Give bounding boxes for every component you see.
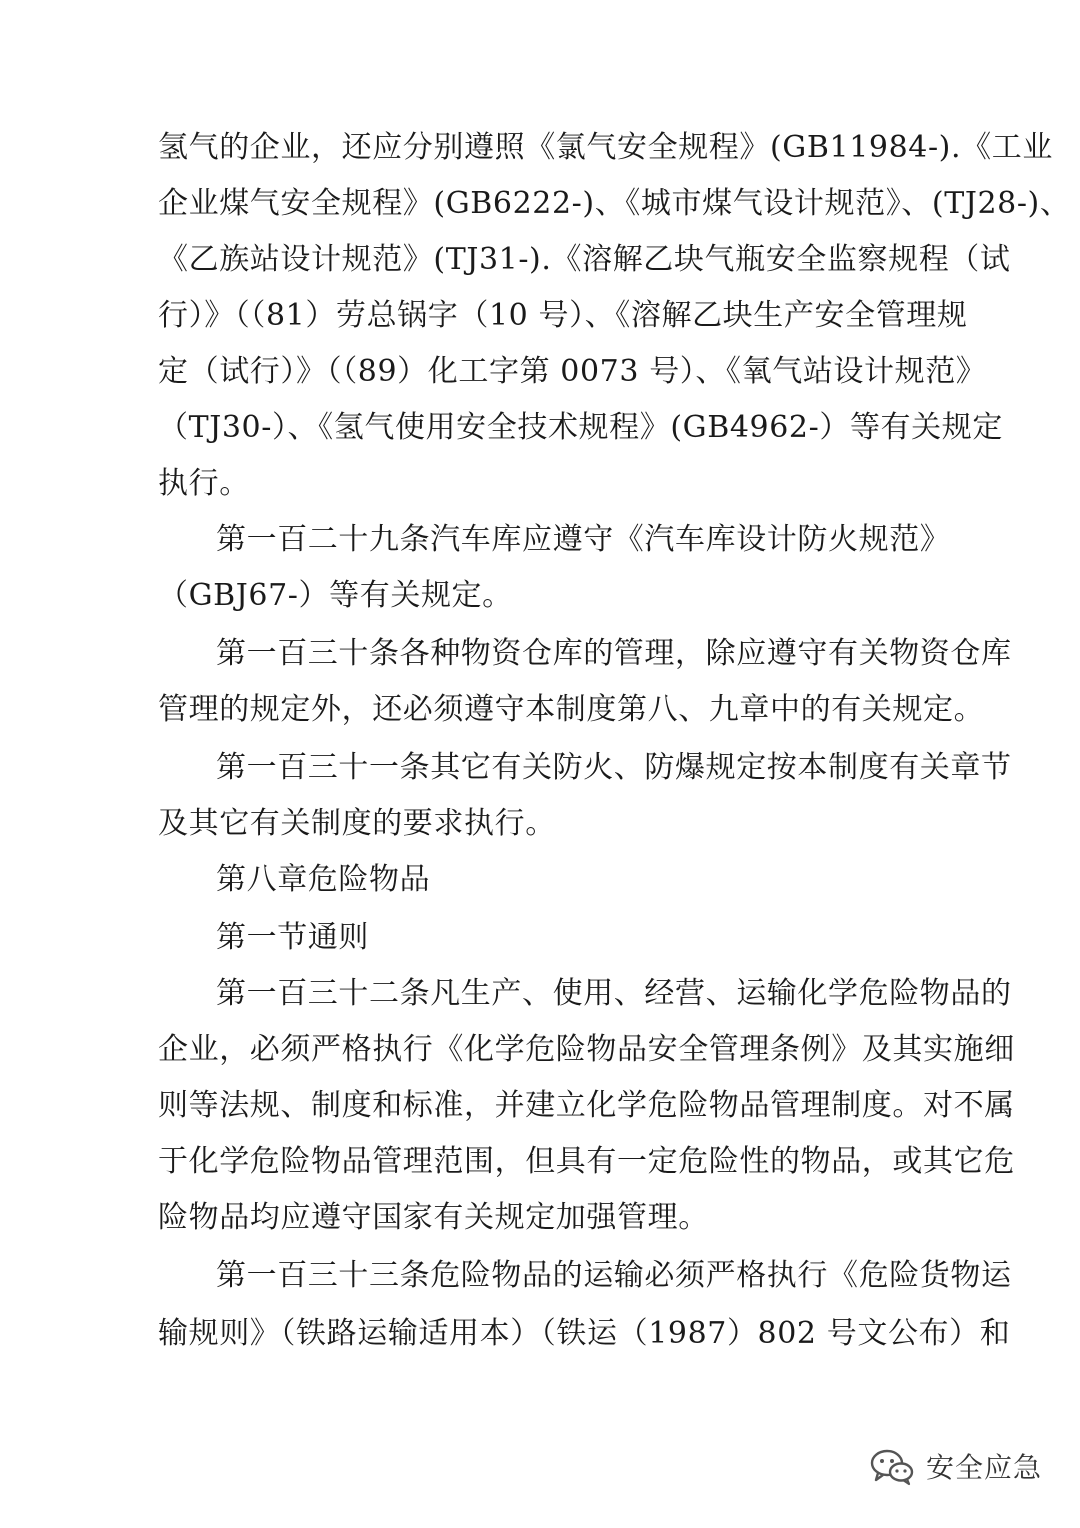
text-line-6: （TJ30-）、《氢气使用安全技术规程》(GB4962-）等有关规定 xyxy=(158,410,1003,445)
text-line-1: 氢气的企业，还应分别遵照《氯气安全规程》(GB11984-).《工业 xyxy=(158,130,1053,165)
chapter-heading: 第八章危险物品 xyxy=(216,862,431,897)
article-129-line-2: （GBJ67-）等有关规定。 xyxy=(158,578,513,613)
text-line-4: 行）》（（81）劳总锅字（10 号）、《溶解乙块生产安全管理规 xyxy=(158,298,968,333)
article-132-line-3: 则等法规、制度和标准，并建立化学危险物品管理制度。对不属 xyxy=(158,1088,1015,1123)
article-130-line-1: 第一百三十条各种物资仓库的管理，除应遵守有关物资仓库 xyxy=(216,636,1012,671)
article-132-line-4: 于化学危险物品管理范围，但具有一定危险性的物品，或其它危 xyxy=(158,1144,1015,1179)
watermark-text: 安全应急 xyxy=(926,1451,1043,1484)
article-131-line-1: 第一百三十一条其它有关防火、防爆规定按本制度有关章节 xyxy=(216,750,1012,785)
article-133-line-2: 输规则》（铁路运输适用本）（铁运（1987）802 号文公布）和 xyxy=(158,1316,1011,1351)
text-line-3: 《乙族站设计规范》(TJ31-).《溶解乙块气瓶安全监察规程（试 xyxy=(158,242,1011,277)
article-130-line-2: 管理的规定外，还必须遵守本制度第八、九章中的有关规定。 xyxy=(158,692,985,727)
article-129-line-1: 第一百二十九条汽车库应遵守《汽车库设计防火规范》 xyxy=(216,522,951,557)
text-line-7: 执行。 xyxy=(158,466,250,501)
text-line-2: 企业煤气安全规程》(GB6222-)、《城市煤气设计规范》、(TJ28-)、 xyxy=(158,186,1071,221)
article-132-line-5: 险物品均应遵守国家有关规定加强管理。 xyxy=(158,1200,709,1235)
section-heading: 第一节通则 xyxy=(216,920,369,955)
article-132-line-1: 第一百三十二条凡生产、使用、经营、运输化学危险物品的 xyxy=(216,976,1012,1011)
article-131-line-2: 及其它有关制度的要求执行。 xyxy=(158,806,556,841)
watermark xyxy=(868,1442,1042,1490)
text-line-5: 定（试行）》（（89）化工字第 0073 号）、《氧气站设计规范》 xyxy=(158,354,987,389)
article-132-line-2: 企业，必须严格执行《化学危险物品安全管理条例》及其实施细 xyxy=(158,1032,1015,1067)
wechat-icon xyxy=(868,1446,916,1486)
article-133-line-1: 第一百三十三条危险物品的运输必须严格执行《危险货物运 xyxy=(216,1258,1012,1293)
